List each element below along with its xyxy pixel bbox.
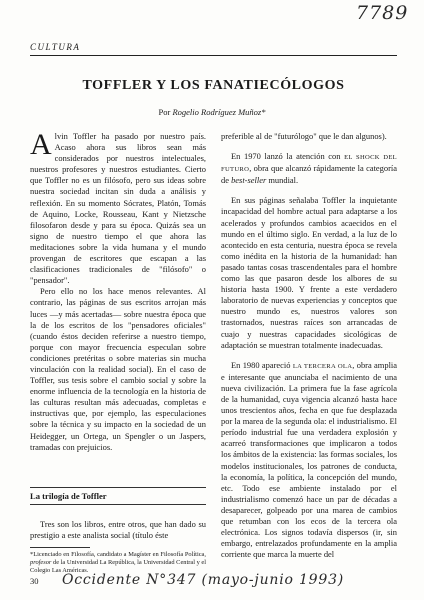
- paragraph: [221, 151, 397, 186]
- book-title-smallcaps: LA TERCERA OLA: [292, 362, 353, 370]
- footnote-text: Licenciado en Filosofía, candidato a Magíster en Filosofía Política,: [33, 551, 206, 558]
- paragraph-text: , obra que alcanzó rápidamente la categoría de: [221, 163, 397, 186]
- byline-prefix: Por: [158, 107, 173, 117]
- footnote-marker: *: [30, 551, 34, 558]
- footnote-text: de la Universidad La República, la Universidad Central y el Colegio Las Américas.: [30, 559, 206, 574]
- left-column: [30, 128, 206, 453]
- paragraph: preferible al de "futurólogo" que le dan algunos).: [221, 131, 387, 141]
- paragraph-text: , obra amplia e interesante que anunciaba el nacimiento de una nueva civilización. La primera fue la fase agrícola de la humanidad, cuya vigencia alcanzó hasta hace unos trescientos años, fecha en que fue desplazada por la marea de la segunda ola: el industrialismo. El período industrial fue una verdadera explosión y acarreó transformaciones que implicaron a todos los ámbitos de la existencia: las formas sociales, los modelos institucionales, los patrones de conducta, la economía, la política, la concepción del mundo, etc. Todo ese ambiente instalado por el industrialismo comenzó hace un par de décadas a desaparecer, golpeado por una marea de cambios que retumban con los ecos de la tercera ola electrónica. Los signos todavía dispersos (ir, sin embargo, entrelazados profundamente en la amplia corriente que marca la muerte del: [221, 359, 397, 560]
- section-label: CULTURA: [30, 42, 81, 52]
- italic-term: best-seller: [231, 175, 267, 186]
- paragraph: En sus páginas señalaba Toffler la inquietante incapacidad del hombre actual para adaptarse a los acelerados y profundos cambios acaecidos en el mundo en el último siglo. En verdad, a la luz de lo acontecido en esta centuria, nuestra época se revela como inédita en la historia de la humanidad: han pasado tantas cosas trascendentales para el hombre como las que pasaron desde los albores de su historia hasta 1900. Y frente a este verdadero laboratorio de nuevas experiencias y conceptos que nuestro mundo es, nuestros valores son trastornados, nuestras raíces son arrancadas de cuajo y nuestras capacidades sicológicas de adaptación se muestran totalmente inadecuadas.: [221, 195, 397, 350]
- paragraph-text: En 1970 lanzó la atención con: [231, 151, 345, 162]
- handwritten-source-note: Occidente N°347 (mayo-junio 1993): [62, 572, 345, 588]
- byline: [0, 107, 424, 117]
- drop-cap: A: [30, 128, 52, 161]
- right-column: [221, 131, 397, 560]
- paragraph-text: En 1980 apareció: [231, 359, 293, 370]
- subheading-rule-bottom: [30, 504, 206, 505]
- subheading: La trilogía de Toffler: [30, 491, 107, 501]
- header-rule: [30, 55, 397, 56]
- subheading-rule-top: [30, 487, 206, 488]
- footnote-italic: profesor: [30, 559, 52, 566]
- subsection-text: [30, 519, 206, 541]
- footnote-rule: [30, 547, 90, 548]
- paragraph-text: mundial.: [266, 175, 299, 186]
- paragraph-text: lvin Toffler ha pasado por nuestro país. Acaso ahora sus libros sean más considerados por nuestros intelectuales, nuestros profesores y nuestros estudiantes. Cierto que Toffler no es un filósofo, pero sus ideas sobre nuestra sociedad incitan sin duda a análisis y reflexión. En su momento Sócrates, Platón, Tomás de Aquino, Locke, Rousseau, Kant y Nietzsche filosofaron desde y para su época. Quizás sea un signo de nuestro tiempo el que ahora las meditaciones sobre la vida humana y el mundo provengan de escritores que escapan a las clasificaciones tradicionales de "filósofo" o "pensador".: [30, 131, 206, 286]
- paragraph: [30, 128, 206, 286]
- page-number: 30: [30, 576, 39, 586]
- article-title: TOFFLER Y LOS FANATIECÓLOGOS: [82, 78, 345, 93]
- handwritten-archive-number: 7789: [356, 2, 409, 24]
- paragraph: Tres son los libros, entre otros, que han dado su prestigio a este analista social (título éste: [30, 519, 206, 541]
- paragraph: Pero ello no los hace menos relevantes. Al contrario, las páginas de sus escritos arrojan más luces —y más acertadas— sobre nuestra época que la de los escritos de los "pensadores oficiales" (cuando éstos deciden referirse a nuestro tiempo, porque con mayor frecuencia especulan sobre condiciones pretéritas o sobre materias sin mucha vinculación con la realidad social). En el caso de Toffler, sus tesis sobre el cambio social y sobre la enorme influencia de la tecnología en la historia de las culturas resultan más adecuadas, completas e instructivas que, por ejemplo, las especulaciones sobre la técnica y su impacto en la sociedad de un Heidegger, un Ortega, un Spengler o un Jaspers, tramadas con prejuicios.: [30, 286, 206, 452]
- book-title-smallcaps: EL SHOCK DEL FUTURO: [221, 154, 398, 174]
- author-name: Rogelio Rodríguez Muñoz*: [172, 107, 266, 117]
- paragraph: [221, 360, 397, 561]
